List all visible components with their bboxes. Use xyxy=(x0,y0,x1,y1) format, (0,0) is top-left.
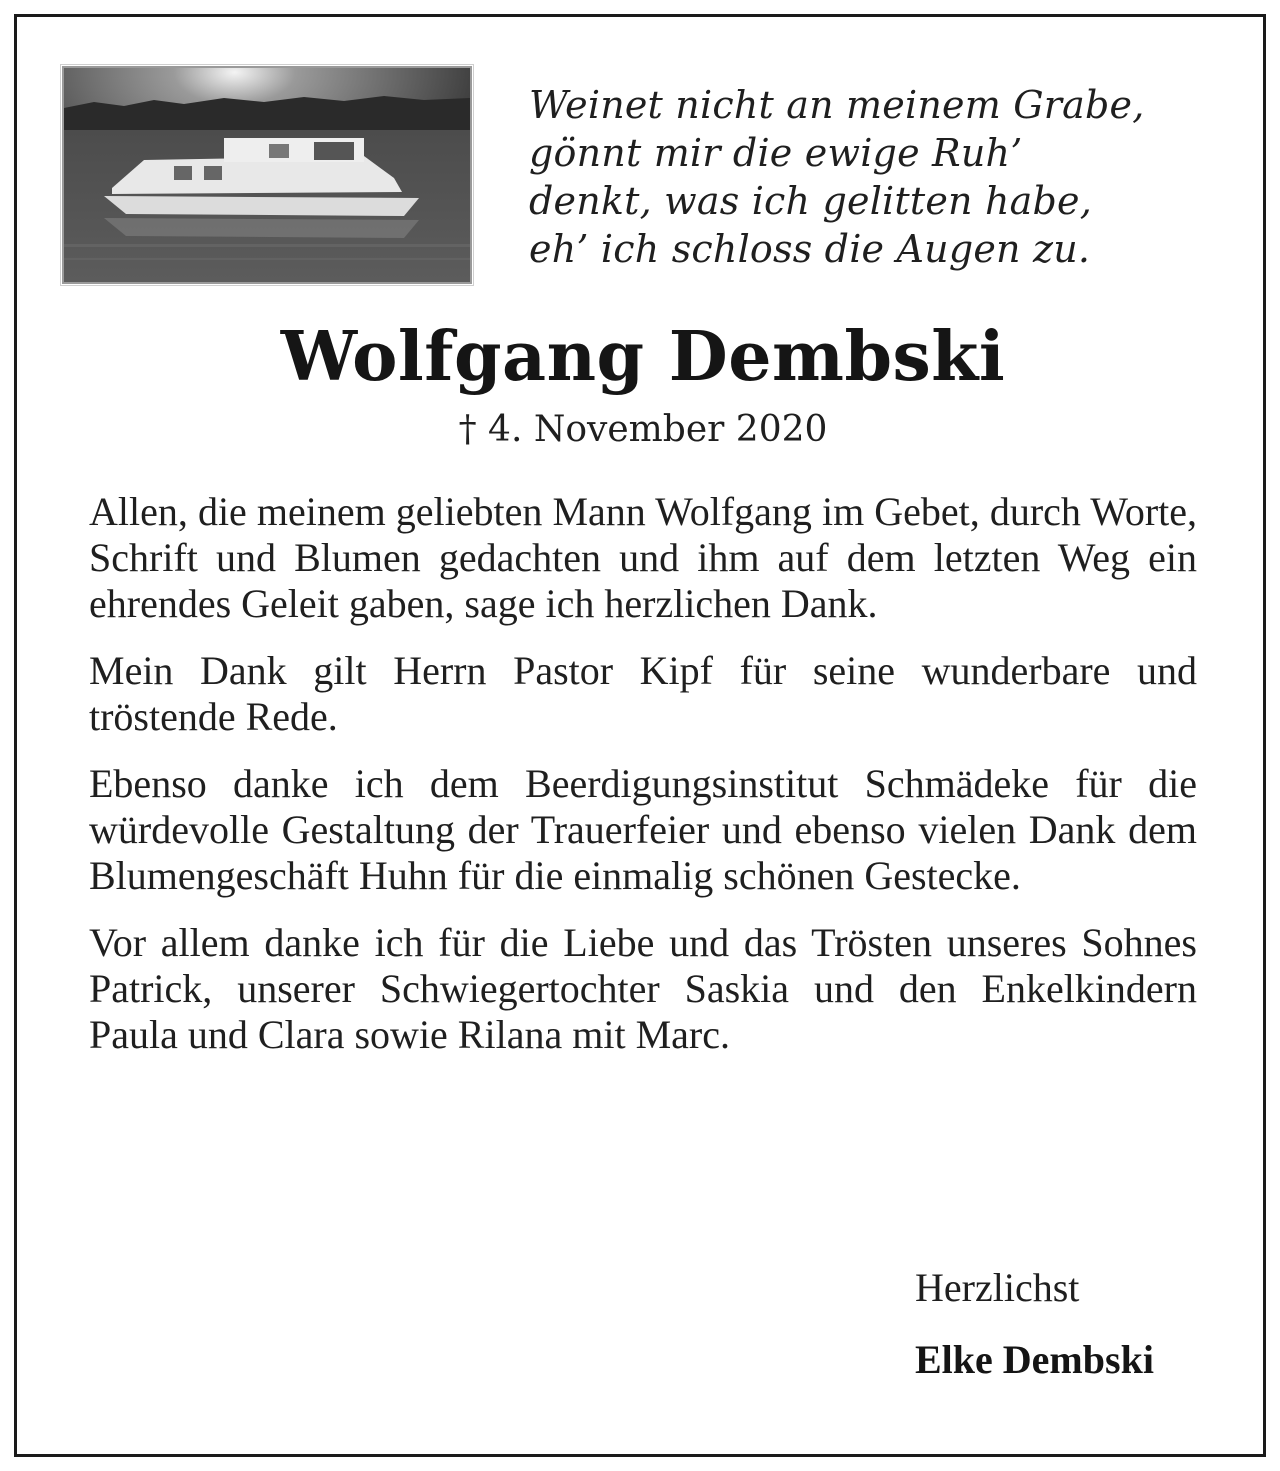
paragraph: Ebenso danke ich dem Beerdigungsinstitut Schmädeke für die würdevolle Gestaltung der Trauerfeier und ebenso vielen Dank dem Blumengeschäft Huhn für die einmalig schönen Gestecke. xyxy=(89,761,1197,898)
paragraph: Allen, die meinem geliebten Mann Wolfgang im Gebet, durch Worte, Schrift und Blumen gedachten und ihm auf dem letzten Weg ein ehrendes Geleit gaben, sage ich herzlichen Dank. xyxy=(89,489,1197,626)
death-date: † 4. November 2020 xyxy=(458,409,828,450)
boat-photo xyxy=(62,66,472,284)
poem-line: eh’ ich schloss die Augen zu. xyxy=(529,227,1091,271)
deceased-name: Wolfgang Dembski xyxy=(280,317,1006,397)
thank-you-text xyxy=(89,489,1197,1079)
poem-line: Weinet nicht an meinem Grabe, xyxy=(529,83,1145,127)
closing-greeting: Herzlichst xyxy=(915,1265,1080,1310)
poem-verse xyxy=(529,81,1229,273)
signature-name: Elke Dembski xyxy=(915,1337,1154,1382)
paragraph: Mein Dank gilt Herrn Pastor Kipf für seine wunderbare und tröstende Rede. xyxy=(89,648,1197,739)
obituary-notice xyxy=(14,14,1266,1457)
boat-photo-image xyxy=(64,68,470,282)
poem-line: gönnt mir die ewige Ruh’ xyxy=(529,131,1023,175)
paragraph: Vor allem danke ich für die Liebe und das Trösten unseres Sohnes Patrick, unserer Schwiegertochter Saskia und den Enkelkindern Paula und Clara sowie Rilana mit Marc. xyxy=(89,920,1197,1057)
poem-line: denkt, was ich gelitten habe, xyxy=(529,179,1093,223)
